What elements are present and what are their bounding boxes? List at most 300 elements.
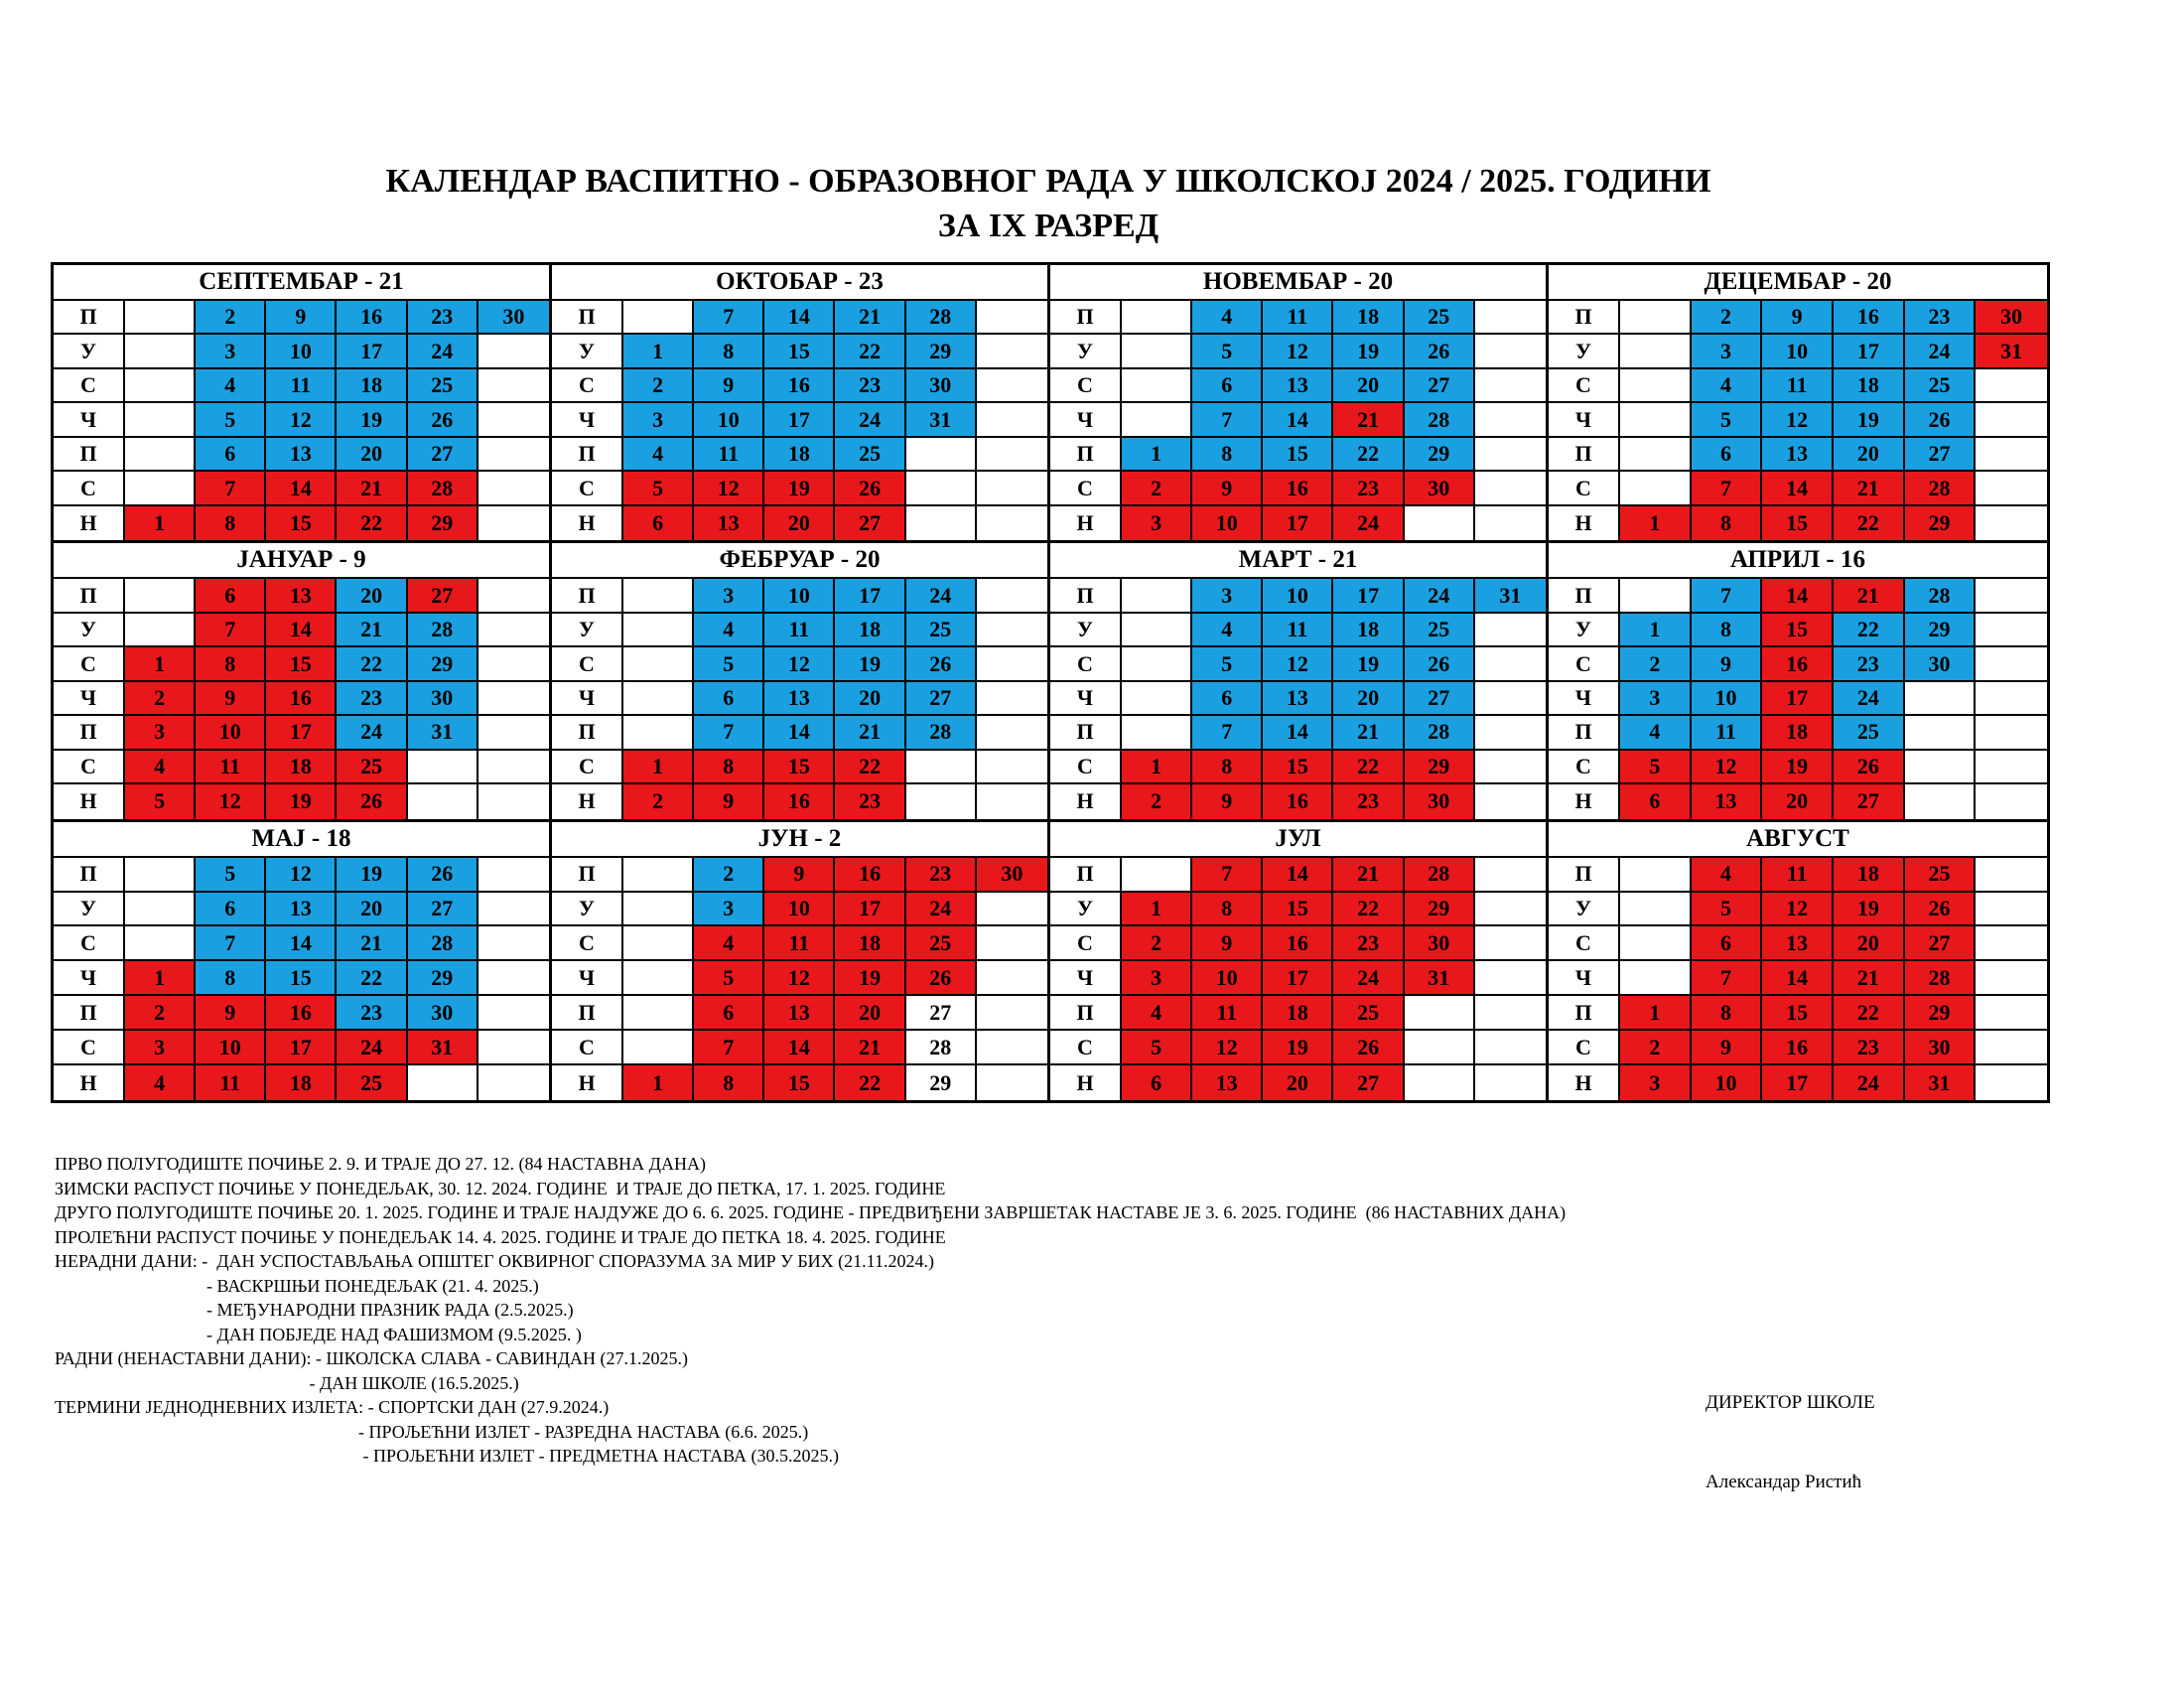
day-cell: 22 [337, 961, 407, 996]
weekday-label: У [1549, 614, 1620, 647]
day-cell [1475, 996, 1546, 1031]
note-line: ПРВО ПОЛУГОДИШТЕ ПОЧИЊЕ 2. 9. И ТРАЈЕ ДО 27. 12. (84 НАСТАВНА ДАНА) [55, 1154, 706, 1174]
day-cell: 2 [1122, 472, 1192, 505]
day-cell: 17 [764, 403, 835, 437]
weekday-label: С [1549, 369, 1620, 403]
day-cell [1122, 403, 1192, 437]
weekday-label: Н [1050, 1065, 1122, 1100]
day-cell: 6 [623, 506, 694, 540]
day-cell: 20 [835, 682, 905, 716]
day-cell: 19 [1762, 751, 1834, 784]
day-cell [125, 301, 196, 335]
weekday-label: П [1549, 858, 1620, 893]
day-cell: 2 [623, 369, 694, 403]
day-cell: 26 [1333, 1031, 1404, 1065]
day-cell: 26 [1405, 647, 1475, 681]
day-cell [478, 403, 549, 437]
weekday-label: С [54, 1031, 125, 1065]
day-cell [478, 682, 549, 716]
day-cell: 14 [1762, 579, 1834, 613]
day-cell [906, 751, 977, 784]
day-cell [478, 438, 549, 472]
day-cell: 25 [337, 751, 407, 784]
day-cell [977, 682, 1047, 716]
day-cell [1475, 403, 1546, 437]
day-cell: 5 [1192, 647, 1263, 681]
weekday-label: Н [1549, 784, 1620, 818]
weekday-label: Ч [54, 961, 125, 996]
day-cell: 11 [1762, 369, 1834, 403]
day-cell: 1 [623, 335, 694, 368]
day-cell [1620, 403, 1692, 437]
day-cell: 16 [266, 682, 337, 716]
day-cell [977, 926, 1047, 961]
day-cell [623, 682, 694, 716]
day-cell [977, 751, 1047, 784]
day-cell: 29 [1905, 614, 1977, 647]
day-cell: 5 [196, 403, 266, 437]
calendar-title: КАЛЕНДАР ВАСПИТНО - ОБРАЗОВНОГ РАДА У ШКОЛСКОЈ 2024 / 2025. ГОДИНИ [385, 163, 1711, 200]
day-cell [1475, 858, 1546, 893]
day-cell [1475, 506, 1546, 540]
day-cell: 9 [1192, 926, 1263, 961]
day-cell: 17 [266, 1031, 337, 1065]
day-cell [1976, 438, 2047, 472]
day-cell: 16 [1762, 647, 1834, 681]
day-cell: 26 [408, 403, 478, 437]
day-cell: 28 [1405, 858, 1475, 893]
day-cell [478, 784, 549, 818]
day-cell [906, 784, 977, 818]
day-cell [977, 579, 1047, 613]
day-cell: 31 [906, 403, 977, 437]
day-cell: 30 [1405, 926, 1475, 961]
day-cell: 5 [1192, 335, 1263, 368]
day-cell [1620, 369, 1692, 403]
weekday-label: У [1050, 893, 1122, 927]
day-cell: 13 [1192, 1065, 1263, 1100]
weekday-label: Ч [1549, 682, 1620, 716]
weekday-label: Ч [1050, 961, 1122, 996]
day-cell: 27 [1905, 438, 1977, 472]
day-cell: 16 [266, 996, 337, 1031]
day-cell: 18 [1834, 369, 1905, 403]
month-header: АВГУСТ [1549, 822, 2047, 858]
day-cell: 4 [125, 1065, 196, 1100]
day-cell: 12 [1692, 751, 1763, 784]
day-cell: 13 [1692, 784, 1763, 818]
day-cell: 7 [1692, 961, 1763, 996]
day-cell: 27 [1834, 784, 1905, 818]
day-cell: 12 [1762, 403, 1834, 437]
day-cell: 28 [1905, 472, 1977, 505]
weekday-label: Ч [1050, 682, 1122, 716]
day-cell: 13 [764, 682, 835, 716]
day-cell [478, 506, 549, 540]
weekday-label: Н [1549, 1065, 1620, 1100]
day-cell: 17 [835, 893, 905, 927]
day-cell [478, 1031, 549, 1065]
day-cell: 10 [1762, 335, 1834, 368]
day-cell [1620, 438, 1692, 472]
day-cell [977, 996, 1047, 1031]
weekday-label: С [54, 926, 125, 961]
weekday-label: Н [1050, 506, 1122, 540]
day-cell: 4 [623, 438, 694, 472]
day-cell: 5 [1122, 1031, 1192, 1065]
day-cell: 28 [1905, 961, 1977, 996]
day-cell [1976, 506, 2047, 540]
day-cell: 25 [1905, 858, 1977, 893]
day-cell: 29 [408, 647, 478, 681]
weekday-label: П [552, 716, 623, 750]
day-cell: 18 [835, 614, 905, 647]
day-cell: 19 [835, 647, 905, 681]
weekday-label: П [1549, 996, 1620, 1031]
director-title: ДИРЕКТОР ШКОЛЕ [1706, 1392, 1875, 1413]
day-cell: 2 [694, 858, 764, 893]
day-cell [1976, 579, 2047, 613]
day-cell: 24 [1333, 506, 1404, 540]
day-cell: 13 [1762, 926, 1834, 961]
weekday-label: П [54, 996, 125, 1031]
day-cell [977, 506, 1047, 540]
day-cell: 3 [125, 716, 196, 750]
day-cell [623, 961, 694, 996]
day-cell: 7 [694, 716, 764, 750]
day-cell: 24 [1834, 682, 1905, 716]
weekday-label: П [1549, 716, 1620, 750]
day-cell: 11 [764, 926, 835, 961]
day-cell: 6 [196, 438, 266, 472]
month-block [1050, 543, 1549, 821]
day-cell: 15 [266, 506, 337, 540]
month-header: АПРИЛ - 16 [1549, 543, 2047, 579]
month-header: МАЈ - 18 [54, 822, 549, 858]
day-cell: 9 [694, 784, 764, 818]
day-cell: 15 [1762, 996, 1834, 1031]
weekday-label: Ч [54, 682, 125, 716]
day-cell: 24 [835, 403, 905, 437]
weekday-label: С [552, 369, 623, 403]
day-cell: 6 [196, 893, 266, 927]
weekday-label: С [552, 1031, 623, 1065]
day-cell: 12 [764, 961, 835, 996]
day-cell: 11 [1762, 858, 1834, 893]
day-cell: 2 [1620, 1031, 1692, 1065]
day-cell: 28 [906, 716, 977, 750]
day-cell [1976, 716, 2047, 750]
day-cell: 19 [1263, 1031, 1333, 1065]
day-cell: 13 [266, 438, 337, 472]
day-cell: 1 [1620, 996, 1692, 1031]
day-cell: 6 [1192, 682, 1263, 716]
day-cell: 23 [337, 996, 407, 1031]
day-cell: 30 [1405, 784, 1475, 818]
day-cell: 19 [1333, 647, 1404, 681]
day-cell: 9 [1692, 647, 1763, 681]
day-cell [1122, 579, 1192, 613]
day-cell [1405, 996, 1475, 1031]
day-cell: 16 [1263, 926, 1333, 961]
day-cell: 1 [1620, 614, 1692, 647]
day-cell: 18 [1333, 301, 1404, 335]
day-cell: 3 [1122, 961, 1192, 996]
day-cell: 30 [1905, 1031, 1977, 1065]
weekday-label: С [1050, 647, 1122, 681]
day-cell: 28 [906, 301, 977, 335]
weekday-label: П [552, 438, 623, 472]
day-cell: 10 [1692, 682, 1763, 716]
day-cell: 8 [1192, 751, 1263, 784]
day-cell [1122, 858, 1192, 893]
day-cell: 31 [1905, 1065, 1977, 1100]
day-cell: 20 [1333, 369, 1404, 403]
day-cell [623, 1031, 694, 1065]
day-cell [977, 369, 1047, 403]
weekday-label: П [552, 858, 623, 893]
weekday-label: С [1050, 369, 1122, 403]
day-cell [1976, 682, 2047, 716]
day-cell: 29 [408, 961, 478, 996]
note-line: ТЕРМИНИ ЈЕДНОДНЕВНИХ ИЗЛЕТА: - СПОРТСКИ ДАН (27.9.2024.) [55, 1397, 610, 1417]
day-cell [1976, 1031, 2047, 1065]
day-cell [1976, 751, 2047, 784]
day-cell: 4 [125, 751, 196, 784]
day-cell: 29 [1905, 996, 1977, 1031]
day-cell: 5 [1692, 893, 1763, 927]
weekday-label: Ч [552, 682, 623, 716]
day-cell: 28 [906, 1031, 977, 1065]
calendar-subtitle: ЗА IX РАЗРЕД [937, 208, 1160, 244]
day-cell: 1 [125, 961, 196, 996]
day-cell: 18 [337, 369, 407, 403]
day-cell: 22 [835, 1065, 905, 1100]
day-cell: 19 [266, 784, 337, 818]
day-cell: 21 [337, 926, 407, 961]
day-cell: 4 [694, 926, 764, 961]
day-cell [1475, 614, 1546, 647]
day-cell: 17 [1333, 579, 1404, 613]
day-cell: 8 [694, 751, 764, 784]
day-cell [623, 301, 694, 335]
day-cell: 2 [1692, 301, 1763, 335]
day-cell [125, 335, 196, 368]
day-cell [125, 893, 196, 927]
day-cell [1976, 614, 2047, 647]
day-cell: 23 [337, 682, 407, 716]
day-cell: 4 [1692, 369, 1763, 403]
day-cell: 8 [694, 1065, 764, 1100]
day-cell: 15 [1762, 506, 1834, 540]
day-cell: 5 [1620, 751, 1692, 784]
day-cell: 10 [196, 716, 266, 750]
day-cell [1122, 335, 1192, 368]
day-cell: 14 [764, 301, 835, 335]
day-cell: 27 [1405, 682, 1475, 716]
day-cell: 3 [125, 1031, 196, 1065]
day-cell [478, 961, 549, 996]
day-cell [623, 926, 694, 961]
weekday-label: Ч [1549, 403, 1620, 437]
day-cell: 20 [764, 506, 835, 540]
month-header: ДЕЦЕМБАР - 20 [1549, 265, 2047, 301]
day-cell [977, 301, 1047, 335]
day-cell: 3 [1122, 506, 1192, 540]
day-cell: 11 [764, 614, 835, 647]
day-cell: 3 [694, 893, 764, 927]
weekday-label: Ч [54, 403, 125, 437]
day-cell: 29 [1905, 506, 1977, 540]
day-cell: 28 [408, 926, 478, 961]
day-cell: 21 [1333, 716, 1404, 750]
day-cell: 26 [1905, 403, 1977, 437]
day-cell: 17 [1263, 506, 1333, 540]
weekday-label: Н [54, 1065, 125, 1100]
weekday-label: П [1050, 301, 1122, 335]
weekday-label: П [54, 716, 125, 750]
month-block [1549, 822, 2047, 1100]
day-cell: 12 [764, 647, 835, 681]
day-cell [478, 996, 549, 1031]
day-cell: 21 [1834, 579, 1905, 613]
weekday-label: П [552, 579, 623, 613]
month-block [552, 543, 1050, 821]
day-cell [1122, 682, 1192, 716]
month-block [54, 265, 552, 543]
day-cell: 13 [764, 996, 835, 1031]
day-cell: 8 [1692, 506, 1763, 540]
day-cell [623, 893, 694, 927]
day-cell: 9 [1192, 784, 1263, 818]
calendar-grid [51, 262, 2050, 1103]
day-cell: 2 [125, 682, 196, 716]
weekday-label: П [552, 301, 623, 335]
day-cell: 9 [1762, 301, 1834, 335]
month-block [1549, 543, 2047, 821]
day-cell [1475, 682, 1546, 716]
day-cell: 27 [1405, 369, 1475, 403]
day-cell: 1 [1122, 893, 1192, 927]
day-cell [1976, 961, 2047, 996]
day-cell [1976, 784, 2047, 818]
day-cell [478, 1065, 549, 1100]
day-cell: 12 [1263, 335, 1333, 368]
weekday-label: П [54, 438, 125, 472]
day-cell [1475, 1065, 1546, 1100]
day-cell: 26 [408, 858, 478, 893]
day-cell [1905, 716, 1977, 750]
day-cell [478, 893, 549, 927]
day-cell [125, 403, 196, 437]
note-line: ДРУГО ПОЛУГОДИШТЕ ПОЧИЊЕ 20. 1. 2025. ГОДИНЕ И ТРАЈЕ НАЈДУЖЕ ДО 6. 6. 2025. ГОДИНЕ - ПРЕДВИЂЕНИ ЗАВРШЕТАК НАСТАВЕ ЈЕ 3. 6. 2025. ГОДИНЕ (86 НАСТАВНИХ ДАНА) [55, 1202, 1567, 1222]
day-cell [125, 926, 196, 961]
day-cell: 21 [1834, 472, 1905, 505]
day-cell [1976, 996, 2047, 1031]
note-line: - ПРОЉЕЋНИ ИЗЛЕТ - ПРЕДМЕТНА НАСТАВА (30.5.2025.) [55, 1446, 840, 1466]
day-cell: 16 [764, 369, 835, 403]
day-cell: 7 [694, 301, 764, 335]
day-cell: 21 [835, 716, 905, 750]
weekday-label: С [54, 369, 125, 403]
month-block [552, 265, 1050, 543]
day-cell [1405, 506, 1475, 540]
weekday-label: С [1549, 472, 1620, 505]
day-cell: 29 [408, 506, 478, 540]
month-header: ЈАНУАР - 9 [54, 543, 549, 579]
day-cell: 7 [1192, 716, 1263, 750]
notes-block [55, 1152, 1566, 1469]
day-cell: 3 [1692, 335, 1763, 368]
day-cell: 15 [764, 335, 835, 368]
day-cell: 4 [1192, 614, 1263, 647]
weekday-label: Ч [1050, 403, 1122, 437]
note-line: - ДАН ШКОЛЕ (16.5.2025.) [55, 1372, 519, 1393]
day-cell: 9 [1192, 472, 1263, 505]
day-cell: 12 [266, 858, 337, 893]
day-cell: 14 [764, 1031, 835, 1065]
day-cell: 13 [266, 893, 337, 927]
month-block [1050, 265, 1549, 543]
day-cell [906, 438, 977, 472]
day-cell: 14 [266, 472, 337, 505]
day-cell: 20 [1333, 682, 1404, 716]
day-cell: 30 [1976, 301, 2047, 335]
day-cell [623, 996, 694, 1031]
day-cell: 26 [835, 472, 905, 505]
day-cell [1976, 893, 2047, 927]
day-cell [977, 716, 1047, 750]
day-cell: 6 [694, 996, 764, 1031]
day-cell: 10 [1192, 961, 1263, 996]
day-cell: 21 [835, 301, 905, 335]
day-cell: 22 [835, 751, 905, 784]
day-cell: 29 [906, 1065, 977, 1100]
day-cell: 15 [266, 647, 337, 681]
month-header: ЈУЛ [1050, 822, 1546, 858]
day-cell: 21 [1834, 961, 1905, 996]
weekday-label: П [1050, 438, 1122, 472]
day-cell [623, 716, 694, 750]
day-cell: 8 [196, 647, 266, 681]
day-cell: 9 [764, 858, 835, 893]
weekday-label: Н [54, 784, 125, 818]
day-cell [1475, 961, 1546, 996]
day-cell: 20 [835, 996, 905, 1031]
day-cell: 6 [1692, 926, 1763, 961]
day-cell: 12 [1263, 647, 1333, 681]
day-cell [623, 647, 694, 681]
day-cell: 4 [1620, 716, 1692, 750]
day-cell [1475, 716, 1546, 750]
note-line: ЗИМСКИ РАСПУСТ ПОЧИЊЕ У ПОНЕДЕЉАК, 30. 12. 2024. ГОДИНЕ И ТРАЈЕ ДО ПЕТКА, 17. 1. 2025. ГОДИНЕ [55, 1178, 946, 1198]
note-line: НЕРАДНИ ДАНИ: - ДАН УСПОСТАВЉАЊА ОПШТЕГ ОКВИРНОГ СПОРАЗУМА ЗА МИР У БИХ (21.11.2024.) [55, 1251, 934, 1271]
day-cell: 4 [1692, 858, 1763, 893]
day-cell: 27 [1333, 1065, 1404, 1100]
day-cell: 11 [1263, 301, 1333, 335]
weekday-label: Н [54, 506, 125, 540]
day-cell: 28 [408, 472, 478, 505]
day-cell: 15 [1762, 614, 1834, 647]
day-cell: 2 [196, 301, 266, 335]
weekday-label: П [1050, 996, 1122, 1031]
day-cell: 7 [196, 926, 266, 961]
weekday-label: У [1050, 335, 1122, 368]
day-cell: 18 [835, 926, 905, 961]
day-cell: 9 [196, 682, 266, 716]
day-cell: 11 [694, 438, 764, 472]
day-cell: 23 [835, 369, 905, 403]
